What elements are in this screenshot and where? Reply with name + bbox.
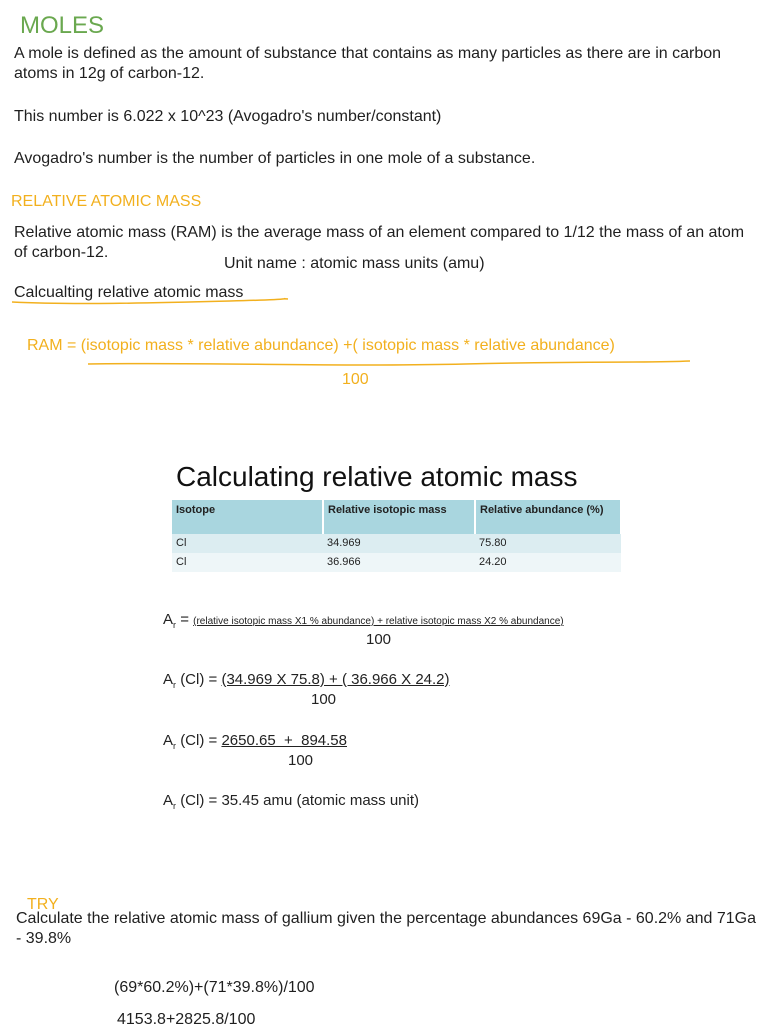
equation-substituted-numerator: (34.969 X 75.8) + ( 36.966 X 24.2)	[221, 671, 450, 688]
table-cell: 24.20	[475, 553, 621, 572]
mole-definition: A mole is defined as the amount of substance that contains as many particles as there are in carbon atoms in 12g of carbon-12.	[14, 45, 722, 82]
ar-subscript: r	[173, 741, 177, 751]
table-row	[172, 534, 621, 553]
equation-lhs: (Cl) =	[180, 732, 218, 749]
equation-result	[163, 792, 419, 811]
ar-subscript: r	[173, 801, 177, 811]
equation-equals: =	[180, 611, 189, 628]
unit-note: Unit name : atomic mass units (amu)	[224, 255, 485, 272]
try-work-line-1: (69*60.2%)+(71*39.8%)/100	[114, 979, 315, 996]
table-header-isotopic-mass: Relative isotopic mass	[323, 500, 475, 534]
ram-definition: Relative atomic mass (RAM) is the average mass of an element compared to 1/12 the mass of an atom of carbon-12.	[14, 224, 745, 261]
equation-products	[163, 732, 347, 751]
equation-products-numerator: 2650.65 + 894.58	[221, 732, 347, 749]
try-question: Calculate the relative atomic mass of gallium given the percentage abundances 69Ga - 60.2% and 71Ga - 39.8%	[16, 910, 756, 947]
avogadro-number-text: This number is 6.022 x 10^23 (Avogadro's number/constant)	[14, 108, 442, 125]
table-header-isotope: Isotope	[172, 500, 323, 534]
isotope-table	[172, 500, 622, 572]
equation-general-denominator: 100	[366, 631, 392, 648]
ar-subscript: r	[173, 620, 177, 630]
equation-substituted	[163, 671, 450, 690]
section-heading-ram: RELATIVE ATOMIC MASS	[11, 193, 202, 210]
ar-symbol: A	[163, 732, 174, 749]
try-work-line-2: 4153.8+2825.8/100	[117, 1011, 256, 1028]
table-row	[172, 553, 621, 572]
page-title: MOLES	[20, 12, 105, 39]
ram-formula-denominator: 100	[342, 371, 369, 388]
equation-lhs: (Cl) =	[180, 671, 218, 688]
ar-symbol: A	[163, 792, 174, 809]
slide-title: Calculating relative atomic mass	[176, 461, 578, 492]
ar-symbol: A	[163, 611, 174, 628]
ar-symbol: A	[163, 671, 174, 688]
table-header-abundance: Relative abundance (%)	[475, 500, 621, 534]
avogadro-definition: Avogadro's number is the number of particles in one mole of a substance.	[14, 150, 536, 167]
calc-heading: Calcualting relative atomic mass	[14, 284, 244, 301]
table-cell: Cl	[172, 534, 323, 553]
equation-substituted-denominator: 100	[311, 691, 337, 708]
ram-formula: RAM = (isotopic mass * relative abundance) +( isotopic mass * relative abundance)	[27, 337, 615, 354]
table-cell: 34.969	[323, 534, 475, 553]
equation-general	[163, 611, 564, 630]
table-cell: 75.80	[475, 534, 621, 553]
equation-products-denominator: 100	[288, 752, 314, 769]
formula-fraction-line	[85, 358, 695, 372]
table-cell: Cl	[172, 553, 323, 572]
equation-general-numerator: (relative isotopic mass X1 % abundance) + relative isotopic mass X2 % abundance)	[193, 616, 564, 627]
handwritten-underline	[10, 290, 290, 310]
try-label: TRY	[27, 896, 59, 913]
ar-subscript: r	[173, 680, 177, 690]
equation-result-text: (Cl) = 35.45 amu (atomic mass unit)	[180, 792, 420, 809]
table-cell: 36.966	[323, 553, 475, 572]
